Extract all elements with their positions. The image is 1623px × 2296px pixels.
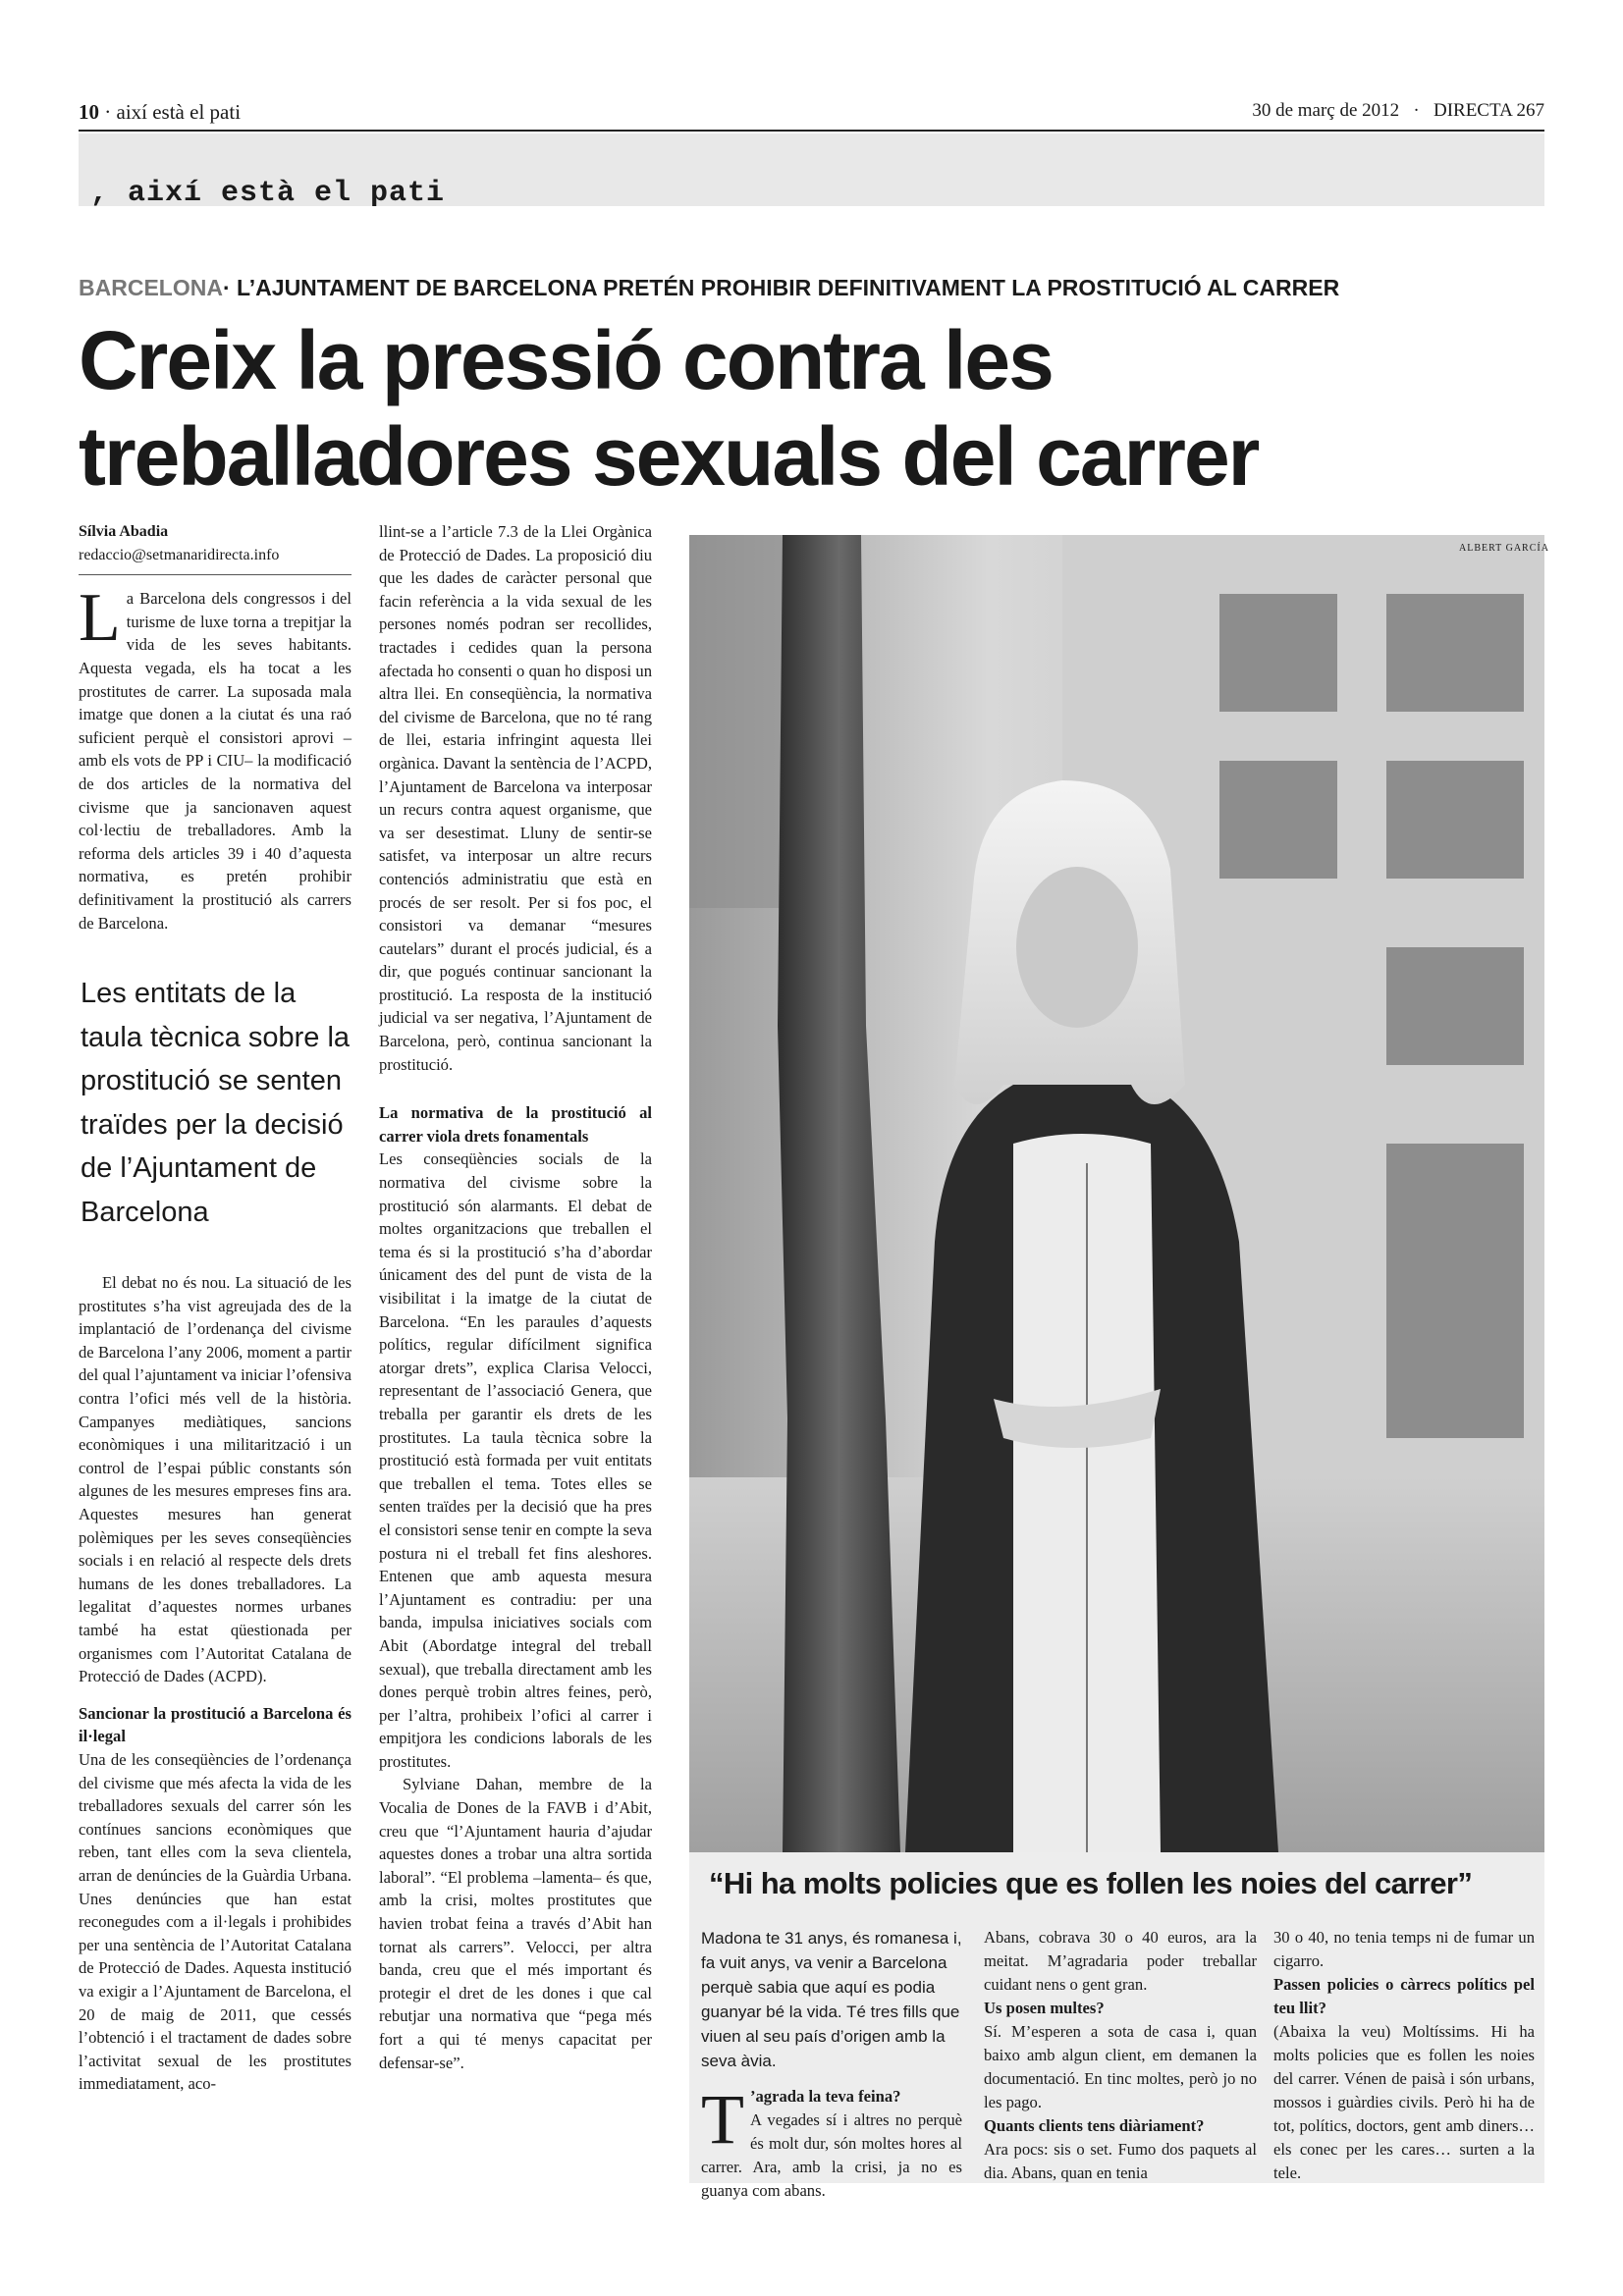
subheading: La normativa de la prostitució al carrer viola drets fonamentals — [379, 1103, 652, 1146]
headline-line-1: Creix la pressió contra les — [79, 314, 1053, 406]
drop-cap-t: T — [701, 2080, 744, 2159]
interview-intro: Madona te 31 anys, és romanesa i, fa vuit anys, va venir a Barcelona perquè sabia que aquí es podia guanyar bé la vida. Té tres fills que viuen al seu país d’origen amb la seva àvia. — [701, 1929, 962, 2070]
answer-3: Ara pocs: sis o set. Fumo dos paquets al dia. Abans, quan en tenia — [984, 2140, 1257, 2182]
body-paragraph: llint-se a l’article 7.3 de la Llei Orgànica de Protecció de Dades. La proposició diu que les dades de caràcter personal que facin referència a la vida sexual de les persones només podran ser recollides, tractades i cedides quan la persona afectada ho consenti o quan ho disposi un altra llei. En conseqüència, la normativa del civisme de Barcelona, que no té rang de llei, estaria infringint aquesta llei orgànica. Davant la sentència de l’ACPD, l’Ajuntament de Barcelona va interposar un recurs contra aquest organisme, que va ser desestimat. Lluny de sentir-se satisfet, va interposar un altre recurs contenciós administratiu que està en procés de ser resolt. Per si fos poc, el consistori va demanar “mesures cautelars” durant el procés judicial, és a dir, que pogués continuar sancionant la prostitució. La resposta de la institució judicial va ser negativa, l’Ajuntament de Barcelona, però, continua sancionant la prostitució. — [379, 522, 652, 1074]
body-paragraph: El debat no és nou. La situació de les prostitutes s’ha vist agreujada des de la implantació de l’ordenança del civisme de Barcelona l’any 2006, moment a partir del qual l’ajuntament va iniciar l’ofensiva contra l’ofici més vell de la història. Campanyes mediàtiques, sancions econòmiques i una militarització i un control de l’espai públic constants són algunes de les mesures empreses fins ara. Aquestes mesures han generat polèmiques per les seves conseqüències socials i en relació al respecte dels drets humans de les dones treballadores. La legalitat d’aquestes normes urbanes també ha estat qüestionada per organismes com l’Autoritat Catalana de Protecció de Dades (ACPD). — [79, 1273, 352, 1686]
subheading: Sancionar la prostitució a Barcelona és il·legal — [79, 1703, 352, 1746]
question-3: Quants clients tens diàriament? — [984, 2116, 1205, 2135]
article-headline — [79, 312, 1473, 505]
article-column-1 — [79, 520, 352, 2096]
lead-paragraph — [79, 580, 352, 934]
article-kicker — [79, 275, 1339, 301]
question-1: ’agrada la teva feina? — [749, 2087, 901, 2106]
issue-date: 30 de març de 2012 — [1252, 100, 1400, 121]
byline-author: Sílvia Abadia — [79, 523, 169, 540]
question-4: Passen policies o càrrecs polítics pel teu llit? — [1273, 1975, 1535, 2017]
answer-1-continued: Abans, cobrava 30 o 40 euros, ara la meitat. M’agradaria poder treballar cuidant nens o gent gran. — [984, 1928, 1257, 1994]
issue-info — [1252, 100, 1544, 122]
byline-email[interactable]: redaccio@setmanaridirecta.info — [79, 544, 352, 576]
article-photo — [689, 535, 1544, 1852]
answer-2: Sí. M’esperen a sota de casa i, quan baixo amb algun client, em demanen la documentació. En tinc moltes, però jo no les pago. — [984, 2022, 1257, 2111]
question-2: Us posen multes? — [984, 1999, 1105, 2017]
interview-column-1 — [689, 1926, 962, 2203]
answer-1: A vegades sí i altres no perquè és molt dur, són moltes hores al carrer. Ara, amb la crisi, ja no es guanya com abans. — [701, 2110, 962, 2200]
page-folio — [79, 100, 241, 125]
kicker-text: · L’AJUNTAMENT DE BARCELONA PRETÉN PROHIBIR DEFINITIVAMENT LA PROSTITUCIÓ AL CARRER — [222, 275, 1340, 300]
section-label: · així està el pati — [104, 100, 242, 124]
drop-cap: L — [79, 580, 121, 657]
headline-line-2: treballadores sexuals del carrer — [79, 410, 1259, 503]
interview-title: “Hi ha molts policies que es follen les noies del carrer” — [709, 1866, 1473, 1900]
body-paragraph: Sylviane Dahan, membre de la Vocalia de Dones de la FAVB i d’Abit, creu que “l’Ajuntament hauria d’ajudar aquestes dones a trobar una altra sortida laboral”. “El problema –lamenta– és que, amb la crisi, moltes prostitutes que havien trobat feina a través d’Abit han tornat als carrers”. Velocci, per altra banda, creu que el més important és protegir el dret de les dones i que cal rebutjar una normativa que “pega més fort a qui té menys capacitat per defensar-se”. — [379, 1775, 652, 2072]
section-title: , així està el pati — [90, 177, 446, 210]
publication-name: DIRECTA 267 — [1433, 100, 1544, 121]
interview-box — [689, 1852, 1544, 2200]
page-header — [79, 98, 1544, 132]
body-paragraph: Una de les conseqüències de l’ordenança del civisme que més afecta la vida de les treballadores sexuals del carrer són les contínues sancions econòmiques que reben, tant elles com la seva clientela, arran de denúncies de la Guàrdia Urbana. Unes denúncies que han estat reconegudes com a il·legals i prohibides per una sentència de l’Autoritat Catalana de Protecció de Dades. Aquesta institució va exigir a l’Ajuntament de Barcelona, el 20 de maig de 2011, que cessés l’obtenció i el tractament de dades sobre l’activitat sexual de les prostitutes immediatament, aco- — [79, 1749, 352, 2094]
photo-credit: ALBERT GARCÍA — [1459, 543, 1549, 554]
lead-text: a Barcelona dels congressos i del turisme de luxe torna a trepitjar la vida de les seves habitants. Aquesta vegada, els ha tocat a les prostitutes de carrer. La suposada mala imatge que donen a la ciutat és una raó suficient perquè el consistori aprovi –amb els vots de PP i CIU– la modificació de dos articles de la normativa del civisme que ja sancionaven aquest col·lectiu de treballadores. Amb la reforma dels articles 39 i 40 d’aquesta normativa, es pretén prohibir definitivament la prostitució als carrers de Barcelona. — [79, 589, 352, 933]
answer-4: (Abaixa la veu) Moltíssims. Hi ha molts policies que es follen les noies del carrer. Vénen de paisà i són urbans, mossos i guàrdies civils. Però hi ha de tot, polítics, doctors, gent amb diners… els conec per les cares… surten a la tele. — [1273, 2022, 1535, 2182]
body-paragraph: Les conseqüències socials de la normativa del civisme sobre la prostitució són alarmants. El debat de moltes organitzacions que treballen el tema és si la prostitució s’ha d’abordar únicament des del punt de vista de la visibilitat i la imatge de la ciutat de Barcelona. “En les paraules d’aquests polítics, regular difícilment significa atorgar drets”, explica Clarisa Velocci, representant de l’associació Genera, que treballa per garantir els drets de les prostitutes. La taula tècnica sobre la prostitució està formada per vuit entitats que treballen el tema. Totes elles se senten traïdes per la decisió que ha pres el consistori sense tenir en compte la seva postura ni el treball fet fins aleshores. Entenen que amb aquesta mesura l’Ajuntament es contradiu: per una banda, impulsa iniciatives socials com Abit (Abordatge integral del treball sexual), que treballa directament amb les dones perquè trobin altres feines, però, per l’altra, prohibeix l’ofici al carrer i empitjora les condicions laborals de les prostitutes. — [379, 1149, 652, 1771]
issue-separator: · — [1413, 100, 1420, 121]
article-column-2 — [379, 520, 652, 2074]
portrait-photo-illustration — [689, 535, 1544, 1852]
interview-column-3 — [1273, 1926, 1535, 2185]
interview-column-2 — [984, 1926, 1257, 2185]
section-band — [79, 133, 1544, 210]
page-number: 10 — [79, 100, 99, 124]
pull-quote: Les entitats de la taula tècnica sobre la prostitució se senten traïdes per la decisió de l’Ajuntament de Barcelona — [81, 978, 351, 1228]
first-qa — [701, 2080, 962, 2203]
kicker-location: BARCELONA — [79, 275, 223, 300]
answer-3-continued: 30 o 40, no tenia temps ni de fumar un cigarro. — [1273, 1928, 1535, 1970]
